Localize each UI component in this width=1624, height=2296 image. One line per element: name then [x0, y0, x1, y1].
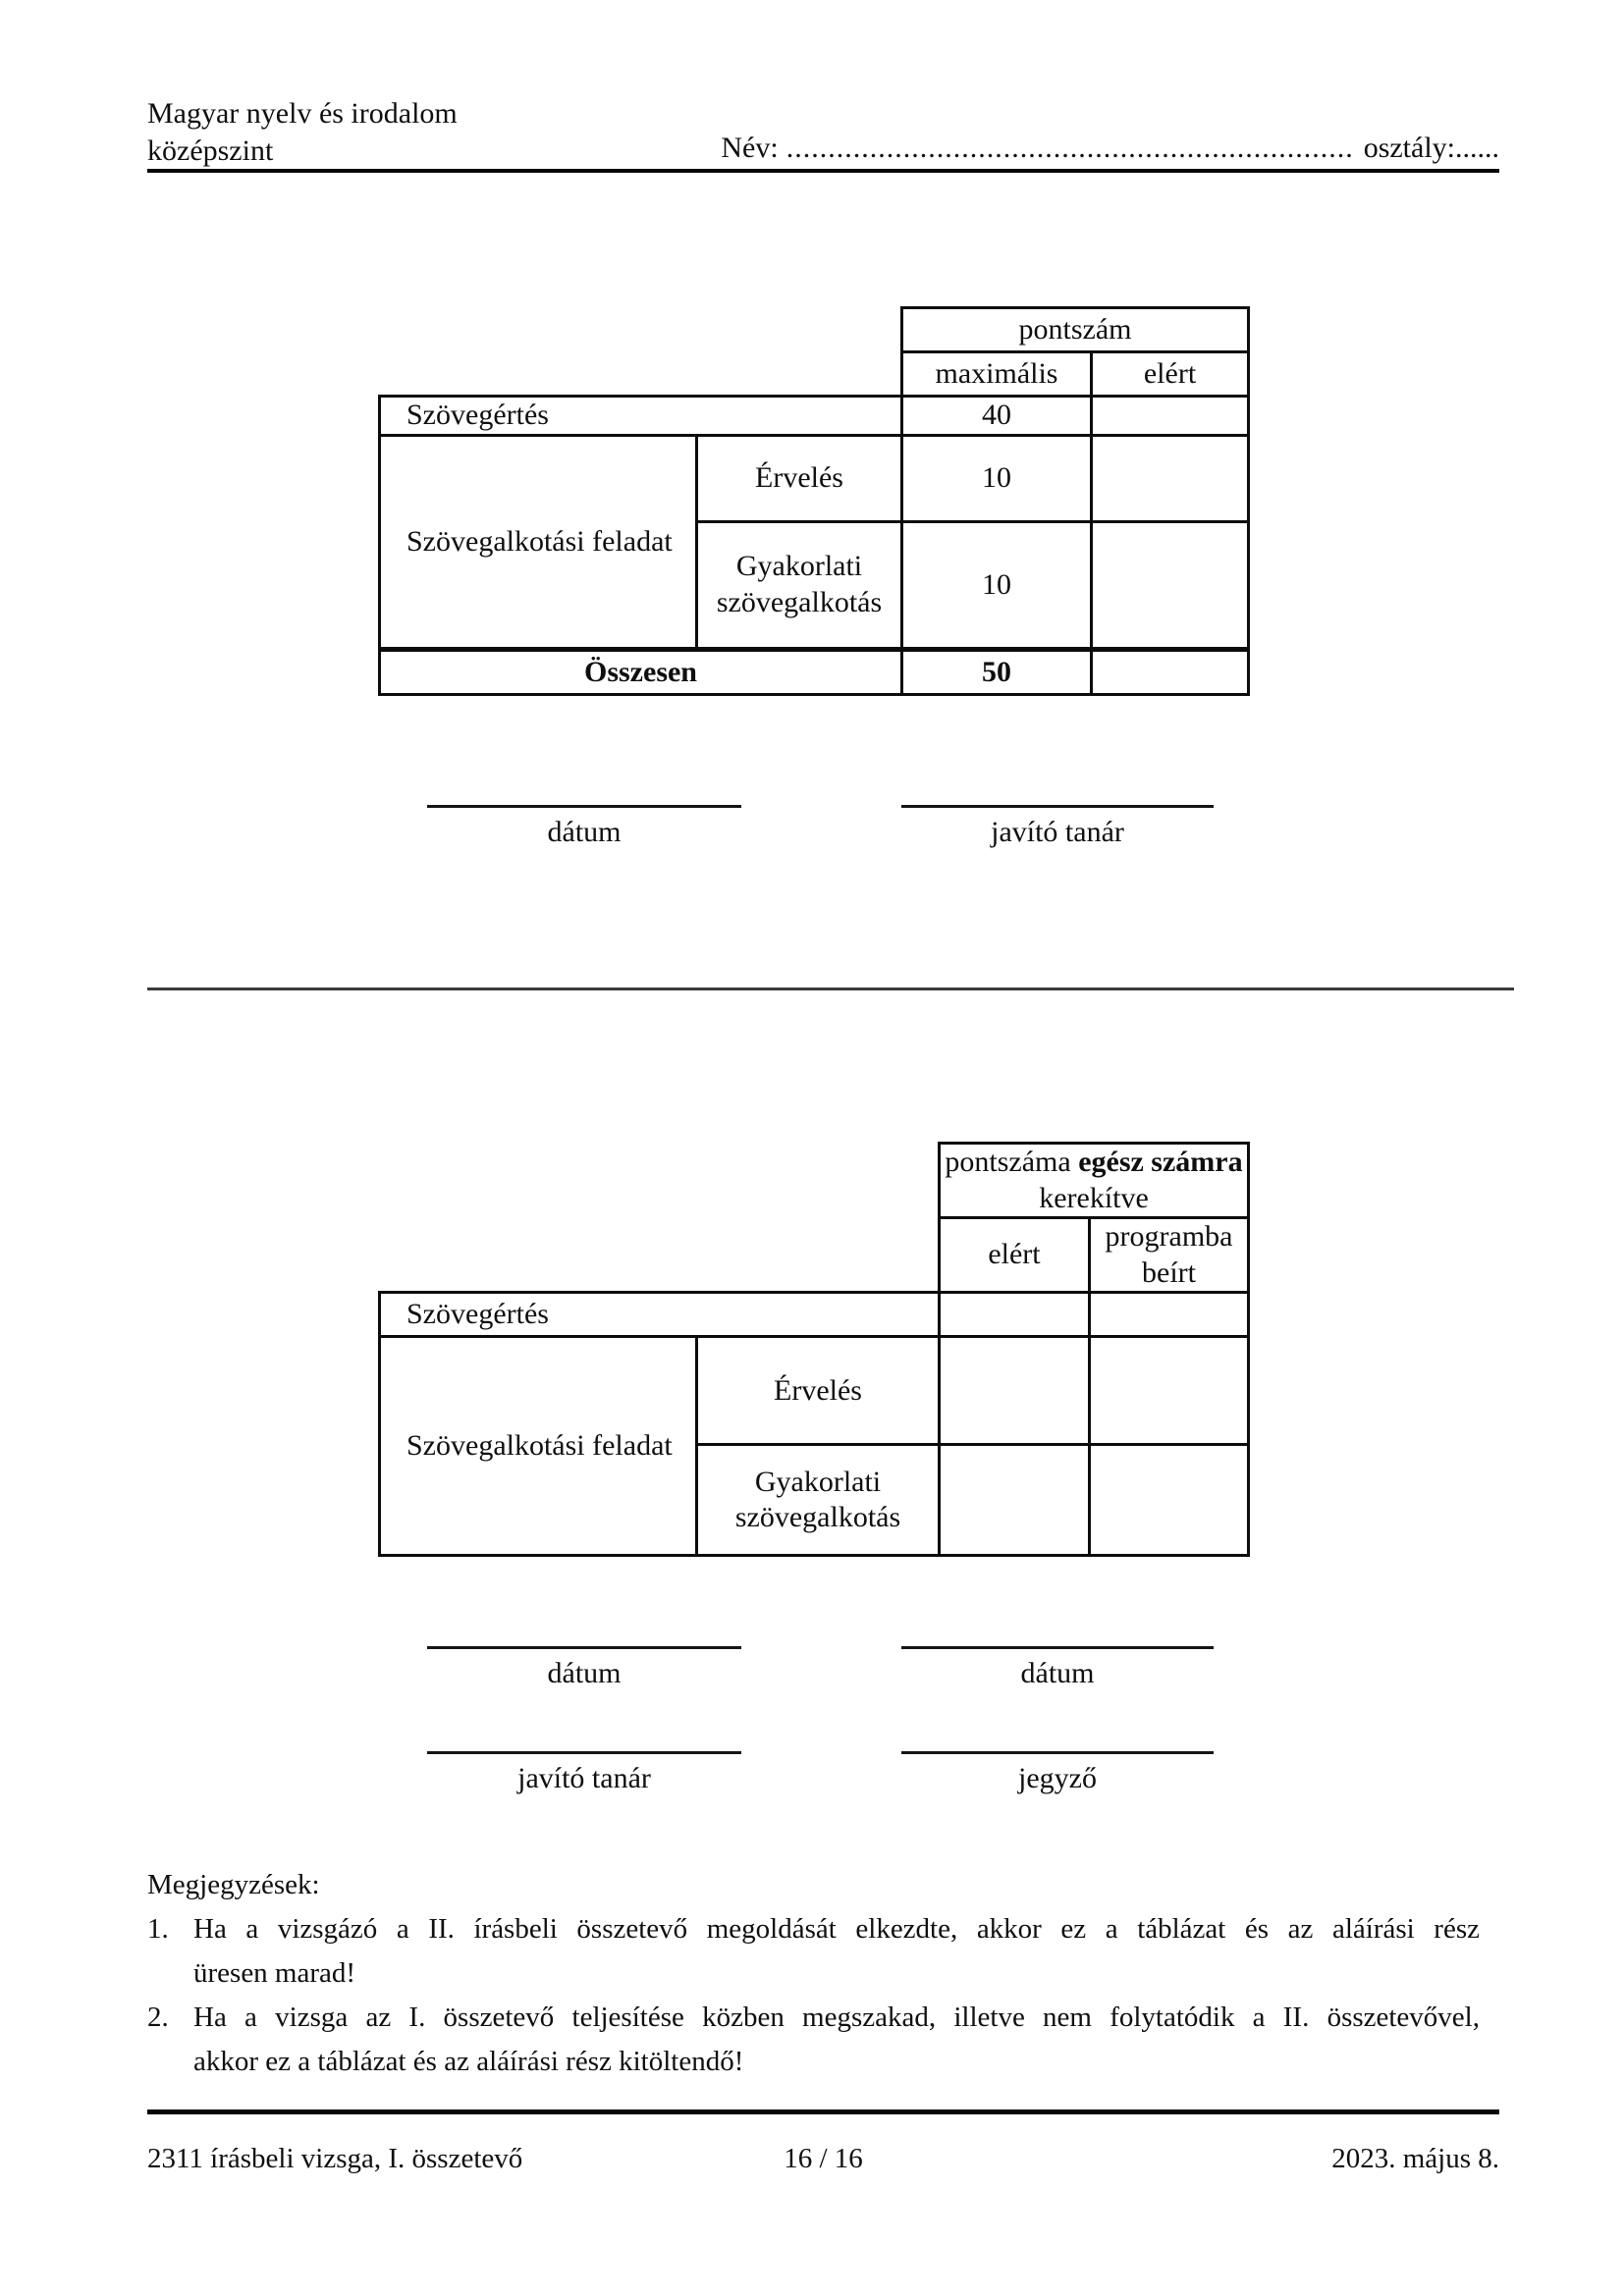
- table-row: [380, 436, 1249, 522]
- col-header-achieved: elért: [1092, 352, 1249, 397]
- final-points-table: [378, 1142, 1250, 1557]
- signature-label-notary: jegyző: [1018, 1762, 1097, 1794]
- signature-label-teacher: javító tanár: [517, 1762, 651, 1794]
- practical-achieved-cell: [1092, 522, 1249, 650]
- signature-label-teacher: javító tanár: [991, 816, 1124, 848]
- rounded-points-header-cell: [940, 1144, 1249, 1218]
- composition-group-cell: Szövegalkotási feladat: [380, 1337, 697, 1556]
- total-achieved-cell: [1092, 650, 1249, 695]
- signature-field-date: [427, 805, 741, 849]
- practical-program-cell: [1090, 1445, 1249, 1556]
- signature-label-date: dátum: [547, 816, 622, 848]
- subject-title: Magyar nyelv és irodalom: [147, 97, 458, 130]
- table-row: [380, 1337, 1249, 1445]
- col-header-program: programba beírt: [1090, 1218, 1249, 1293]
- points-header-cell: pontszám: [902, 308, 1249, 352]
- spacer-cell: [380, 1218, 940, 1293]
- table-row: [380, 308, 1249, 352]
- footer-page-number: 16 / 16: [784, 2143, 863, 2174]
- notes-section: [147, 1863, 1480, 2084]
- composition-group-cell: Szövegalkotási feladat: [380, 436, 697, 650]
- footer-rule: [147, 2109, 1499, 2114]
- name-fill-dots: ....................................................................: [785, 132, 1354, 164]
- class-label: osztály:: [1363, 132, 1455, 164]
- col-header-achieved: elért: [940, 1218, 1090, 1293]
- practical-achieved-cell: [940, 1445, 1090, 1556]
- argumentation-achieved-cell: [1092, 436, 1249, 522]
- max-points-table: [378, 306, 1250, 696]
- note-text: [193, 1907, 1480, 1996]
- practical-label-cell: Gyakorlati szövegalkotás: [697, 1445, 940, 1556]
- subject-level: középszint: [147, 134, 274, 167]
- name-label: Név:: [721, 132, 779, 164]
- total-max-cell: 50: [902, 650, 1092, 695]
- section-divider: [147, 988, 1514, 990]
- signature-field-notary: [901, 1751, 1214, 1795]
- footer: [147, 2143, 1499, 2182]
- table-row: [380, 397, 1249, 436]
- note-line: Ha a vizsgázó a II. írásbeli összetevő megoldását elkezdte, akkor ez a táblázat és az aláírási rész: [193, 1913, 1480, 1945]
- table-row: [380, 1218, 1249, 1293]
- col-header-maximal: maximális: [902, 352, 1092, 397]
- note-number: 2.: [147, 2002, 169, 2033]
- note-number: 1.: [147, 1913, 169, 1945]
- class-fill-dots: ......: [1455, 132, 1499, 164]
- note-text: [193, 1996, 1480, 2084]
- header-text-normal: pontszáma: [945, 1146, 1079, 1178]
- notes-title: Megjegyzések:: [147, 1869, 320, 1900]
- subject-block: [147, 95, 458, 170]
- note-line: akkor ez a táblázat és az aláírási rész kitöltendő!: [193, 2046, 744, 2077]
- table-row: [380, 650, 1249, 695]
- argumentation-label-cell: Érvelés: [697, 436, 902, 522]
- note-item-2: [147, 1996, 1480, 2084]
- argumentation-achieved-cell: [940, 1337, 1090, 1445]
- spacer-cell: [380, 308, 902, 352]
- reading-max-cell: 40: [902, 397, 1092, 436]
- argumentation-label-cell: Érvelés: [697, 1337, 940, 1445]
- footer-exam-id: 2311 írásbeli vizsga, I. összetevő: [147, 2143, 523, 2174]
- practical-label-cell: Gyakorlati szövegalkotás: [697, 522, 902, 650]
- note-line: Ha a vizsga az I. összetevő teljesítése közben megszakad, illetve nem folytatódik a II. összetevővel,: [193, 2002, 1480, 2033]
- reading-label-cell: Szövegértés: [380, 1293, 940, 1337]
- signature-label-date: dátum: [1020, 1657, 1095, 1689]
- reading-label-cell: Szövegértés: [380, 397, 902, 436]
- practical-max-cell: 10: [902, 522, 1092, 650]
- signature-field-date-right: [901, 1646, 1214, 1690]
- reading-program-cell: [1090, 1293, 1249, 1337]
- argumentation-max-cell: 10: [902, 436, 1092, 522]
- reading-achieved-cell: [1092, 397, 1249, 436]
- note-item-1: [147, 1907, 1480, 1996]
- table-row: [380, 1293, 1249, 1337]
- header-text-bold: egész számra: [1078, 1146, 1243, 1178]
- header-rule: [147, 169, 1499, 173]
- spacer-cell: [380, 352, 902, 397]
- signature-field-date-left: [427, 1646, 741, 1690]
- signature-label-date: dátum: [547, 1657, 622, 1689]
- table-row: [380, 1144, 1249, 1218]
- header-text-normal: kerekítve: [1039, 1181, 1149, 1214]
- signature-field-teacher: [427, 1751, 741, 1795]
- argumentation-program-cell: [1090, 1337, 1249, 1445]
- reading-achieved-cell: [940, 1293, 1090, 1337]
- total-label-cell: Összesen: [380, 650, 902, 695]
- signature-field-teacher: [901, 805, 1214, 849]
- footer-date: 2023. május 8.: [1331, 2143, 1499, 2174]
- note-line: üresen marad!: [193, 1957, 356, 1989]
- table-row: [380, 352, 1249, 397]
- spacer-cell: [380, 1144, 940, 1218]
- name-line: [721, 132, 1499, 165]
